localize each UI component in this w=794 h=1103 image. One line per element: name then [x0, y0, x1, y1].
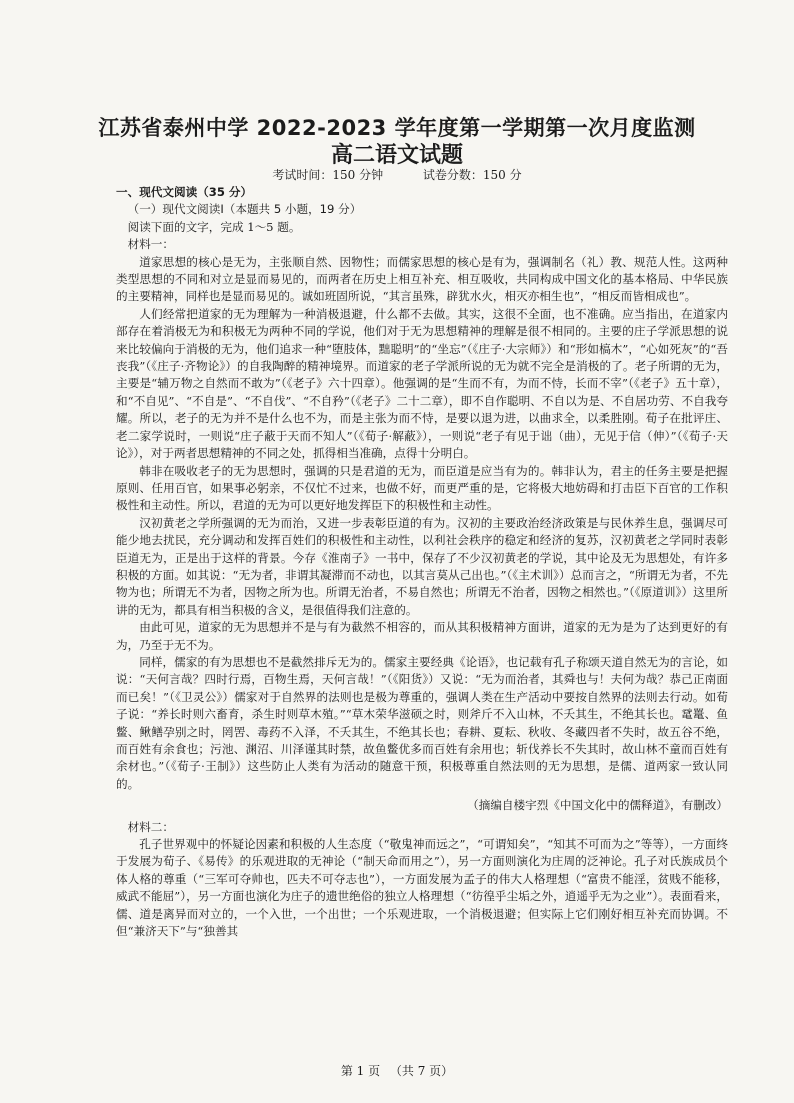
page-number: 第 1 页: [340, 1064, 381, 1078]
paragraph: 道家思想的核心是无为，主张顺自然、因物性；而儒家思想的核心是有为，强调制名（礼）教、规范人性。这两种类型思想的不同和对立是显而易见的，而两者在历史上相互补充、相互吸收，共同构成中国文化的基本格局、中华民族的主要精神，同样也是显而易见的。诚如班固所说，“其言虽殊，辟犹水火，相灭亦相生也”，“相反而皆相成也”。: [116, 254, 728, 304]
paragraph: 韩非在吸收老子的无为思想时，强调的只是君道的无为，而臣道是应当有为的。韩非认为，君主的任务主要是把握原则、任用百官，如果事必躬亲，不仅忙不过来，也做不好，而更严重的是，它将极大地妨碍和打击臣下百官的工作积极性和主动性。所以，君道的无为可以更好地发挥臣下的积极性和主动性。: [116, 463, 728, 513]
exam-meta: [0, 166, 794, 183]
page-total: （共 7 页）: [389, 1064, 454, 1078]
exam-time: 考试时间：150 分钟: [272, 168, 384, 182]
material-label: 材料二：: [127, 819, 174, 834]
exam-body: [116, 184, 728, 940]
material-label: 材料一：: [127, 237, 174, 252]
section-subheading: （一）现代文阅读Ⅰ（本题共 5 小题，19 分）: [127, 202, 362, 217]
paragraph: 由此可见，道家的无为思想并不是与有为截然不相容的，而从其积极精神方面讲，道家的无为是为了达到更好的有为，乃至于无不为。: [116, 620, 728, 652]
exam-subtitle: 高二语文试题: [330, 143, 463, 168]
exam-score: 试卷分数：150 分: [422, 168, 522, 182]
exam-title: 江苏省泰州中学 2022-2023 学年度第一学期第一次月度监测: [98, 116, 696, 140]
paragraph: 同样，儒家的有为思想也不是截然排斥无为的。儒家主要经典《论语》，也记载有孔子称颂天道自然无为的言论，如说：“天何言哉？四时行焉，百物生焉，天何言哉！”（《阳货》）又说：“无为而治者，其舜也与！夫何为哉？恭己正南面而已矣！”（《卫灵公》）儒家对于自然界的法则也是极为尊重的，强调人类在生产活动中要按自然界的法则去行动。如荀子说：“养长时则六畜育，杀生时则草木殖。”“草木荣华滋硕之时，则斧斤不入山林，不夭其生，不绝其长也。鼋鼍、鱼鳖、鳅鳝孕别之时，罔罟、毒药不入泽，不夭其生，不绝其长也；春耕、夏耘、秋收、冬藏四者不失时，故五谷不绝，而百姓有余食也；污池、渊沼、川泽谨其时禁，故鱼鳖优多而百姓有余用也；斩伐养长不失其时，故山林不童而百姓有余材也。”（《荀子·王制》）这些防止人类有为活动的随意干预，积极尊重自然法则的无为思想，是儒、道两家一致认同的。: [116, 654, 728, 791]
section-heading: 一、现代文阅读（35 分）: [116, 185, 253, 199]
page-footer: [0, 1062, 794, 1079]
paragraph: 孔子世界观中的怀疑论因素和积极的人生态度（“敬鬼神而远之”，“可谓知矣”，“知其不可而为之”等等），一方面终于发展为荀子、《易传》的乐观进取的无神论（“制天命而用之”），另一方面则演化为庄周的泛神论。孔子对氏族成员个体人格的尊重（“三军可夺帅也，匹夫不可夺志也”），一方面发展为孟子的伟大人格理想（“富贵不能淫，贫贱不能移，威武不能屈”），另一方面也演化为庄子的遗世绝俗的独立人格理想（“彷徨乎尘垢之外，逍遥乎无为之业”）。表面看来，儒、道是离异而对立的，一个入世，一个出世；一个乐观进取，一个消极退避；但实际上它们刚好相互补充而协调。不但“兼济天下”与“独善其: [116, 837, 728, 939]
paragraph: 汉初黄老之学所强调的无为而治，又进一步表彰臣道的有为。汉初的主要政治经济政策是与民休养生息，强调尽可能少地去扰民，充分调动和发挥百姓们的积极性和主动性，以利社会秩序的稳定和经济的复苏，汉初黄老之学同时表彰臣道无为，正是出于这样的背景。今存《淮南子》一书中，保存了不少汉初黄老的学说，其中论及无为思想处，有许多积极的方面。如其说：“无为者，非谓其凝滞而不动也，以其言莫从己出也。”（《主术训》）总而言之，“所谓无为者，不先物为也；所谓无不为者，因物之所为也。所谓无治者，不易自然也；所谓无不治者，因物之相然也。”（《原道训》）这里所讲的无为，都具有相当积极的含义，是很值得我们注意的。: [116, 515, 728, 617]
reading-instruction: 阅读下面的文字，完成 1～5 题。: [127, 219, 301, 234]
source-citation: （摘编自楼宇烈《中国文化中的儒释道》，有删改）: [467, 798, 728, 813]
paragraph: 人们经常把道家的无为理解为一种消极退避，什么都不去做。其实，这很不全面，也不准确。应当指出，在道家内部存在着消极无为和积极无为两种不同的学说，他们对于无为思想精神的理解是很不相同的。主要的庄子学派思想的说来比较偏向于消极的无为，他们追求一种“堕肢体，黜聪明”的“坐忘”（《庄子·大宗师》）和“形如槁木”，“心如死灰”的“吾丧我”（《庄子·齐物论》）的自我陶醉的精神境界。而道家的老子学派所说的无为就不完全是消极的了。老子所谓的无为，主要是“辅万物之自然而不敢为”（《老子》六十四章）。他强调的是“生而不有，为而不恃，长而不宰”（《老子》五十章），和“不自见”、“不自是”、“不自伐”、“不自矜”（《老子》二十二章），即不自作聪明、不自以为是、不自居功劳、不自我夸耀。所以，老子的无为并不是什么也不为，而是主张为而不恃，是要以退为进，以曲求全，以柔胜刚。荀子在批评庄、老二家学说时，一则说“庄子蔽于天而不知人”（《荀子·解蔽》），一则说“老子有见于诎（曲），无见于信（伸）”（《荀子·天论》），对于两者思想精神的不同之处，抓得相当准确，点得十分明白。: [116, 306, 728, 461]
